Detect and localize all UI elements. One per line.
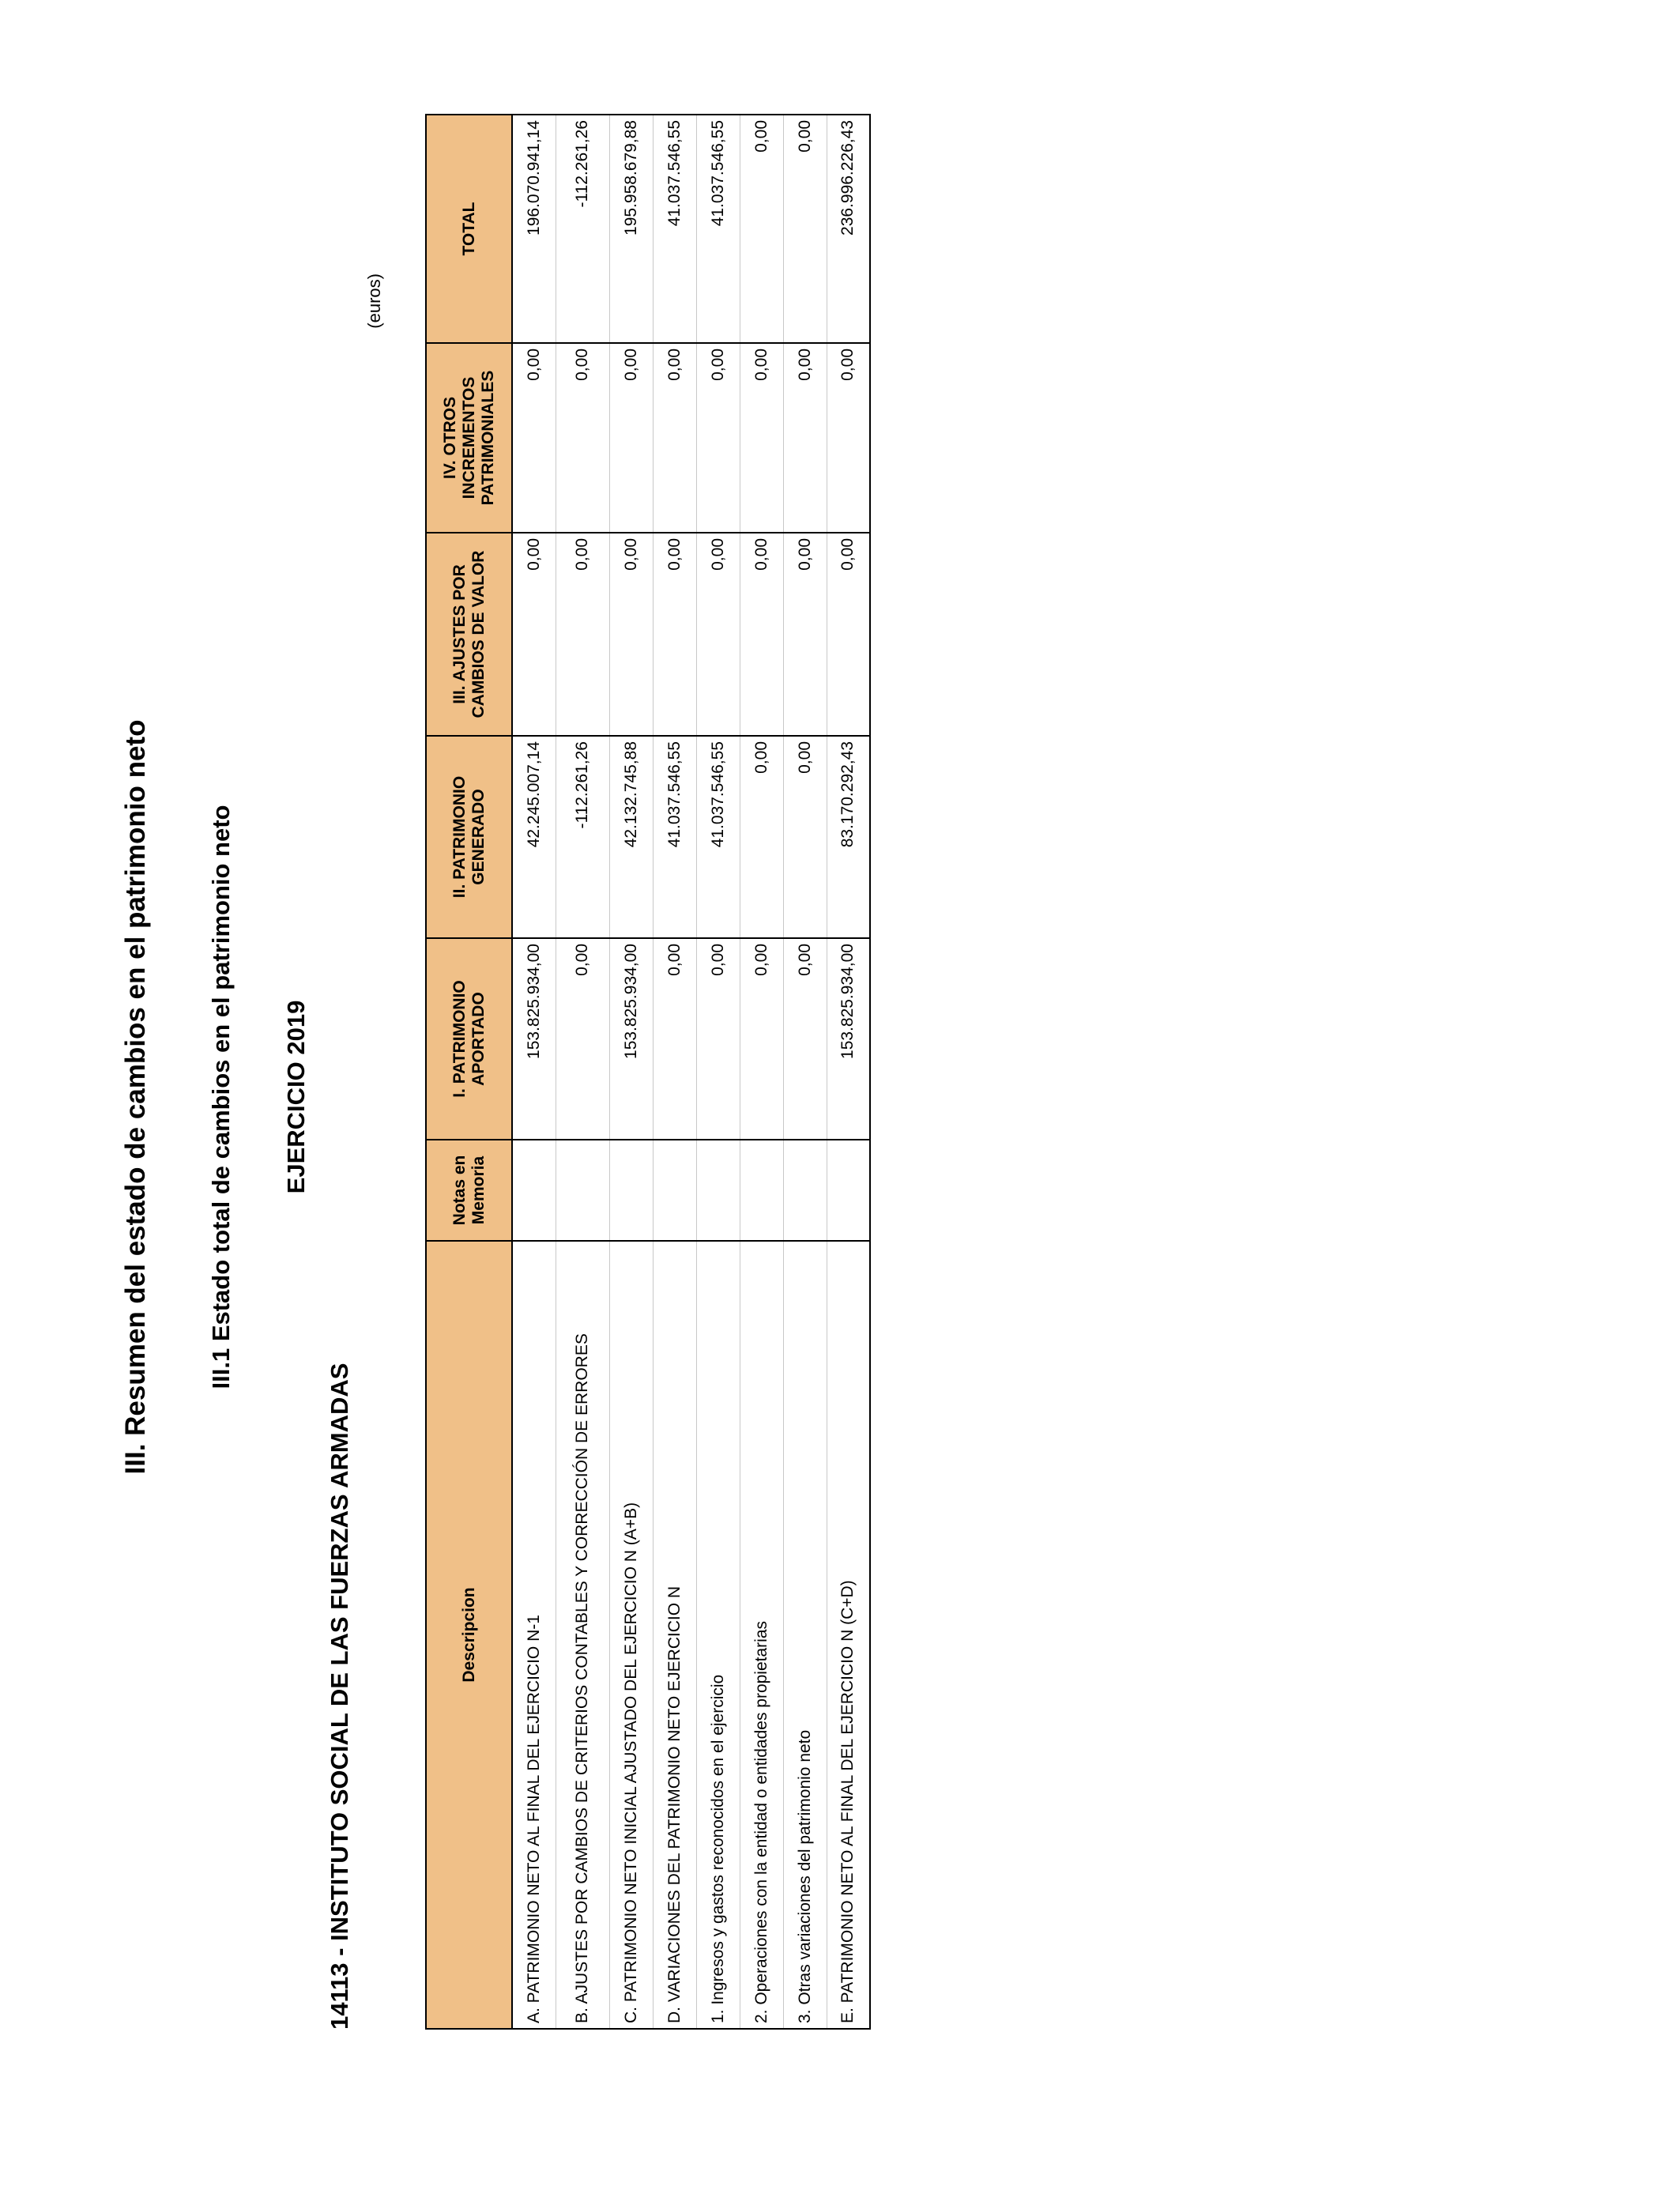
table-row (653, 115, 696, 2029)
cell-ajustes: 0,00 (556, 533, 609, 736)
table-row (827, 115, 870, 2029)
table-row (783, 115, 827, 2029)
cell-descripcion: 3. Otras variaciones del patrimonio neto (783, 1241, 827, 2029)
table-row (556, 115, 609, 2029)
cell-generado: 41.037.546,55 (653, 736, 696, 938)
header-otros: IV. OTROS INCREMENTOS PATRIMONIALES (426, 343, 512, 533)
cell-otros: 0,00 (556, 343, 609, 533)
cell-aportado: 0,00 (556, 938, 609, 1140)
cell-descripcion: 2. Operaciones con la entidad o entidades propietarias (740, 1241, 783, 2029)
currency-units: (euros) (364, 273, 384, 329)
cell-generado: 0,00 (783, 736, 827, 938)
header-notas: Notas en Memoria (426, 1140, 512, 1241)
cell-total: 41.037.546,55 (696, 115, 740, 343)
cell-descripcion: C. PATRIMONIO NETO INICIAL AJUSTADO DEL EJERCICIO N (A+B) (609, 1241, 653, 2029)
fiscal-year-title: EJERCICIO 2019 (282, 1000, 310, 1194)
cell-generado: 42.132.745,88 (609, 736, 653, 938)
cell-total: 196.070.941,14 (512, 115, 556, 343)
cell-ajustes: 0,00 (512, 533, 556, 736)
cell-aportado: 153.825.934,00 (609, 938, 653, 1140)
cell-notas (512, 1140, 556, 1241)
header-generado: II. PATRIMONIO GENERADO (426, 736, 512, 938)
table-header-row (426, 115, 512, 2029)
cell-otros: 0,00 (696, 343, 740, 533)
cell-otros: 0,00 (512, 343, 556, 533)
header-ajustes: III. AJUSTES POR CAMBIOS DE VALOR (426, 533, 512, 736)
cell-notas (556, 1140, 609, 1241)
cell-notas (827, 1140, 870, 1241)
cell-notas (653, 1140, 696, 1241)
cell-descripcion: 1. Ingresos y gastos reconocidos en el ejercicio (696, 1241, 740, 2029)
document-title: III. Resumen del estado de cambios en el patrimonio neto (120, 719, 151, 1475)
cell-ajustes: 0,00 (609, 533, 653, 736)
cell-aportado: 0,00 (740, 938, 783, 1140)
cell-aportado: 153.825.934,00 (827, 938, 870, 1140)
cell-generado: -112.261,26 (556, 736, 609, 938)
header-descripcion: Descripcion (426, 1241, 512, 2029)
cell-generado: 41.037.546,55 (696, 736, 740, 938)
cell-aportado: 0,00 (653, 938, 696, 1140)
cell-total: 236.996.226,43 (827, 115, 870, 343)
table-row (512, 115, 556, 2029)
cell-notas (696, 1140, 740, 1241)
cell-generado: 42.245.007,14 (512, 736, 556, 938)
cell-total: 195.958.679,88 (609, 115, 653, 343)
cell-otros: 0,00 (783, 343, 827, 533)
cell-total: -112.261,26 (556, 115, 609, 343)
cell-otros: 0,00 (653, 343, 696, 533)
cell-notas (740, 1140, 783, 1241)
equity-changes-table (425, 114, 871, 2030)
cell-total: 41.037.546,55 (653, 115, 696, 343)
cell-generado: 0,00 (740, 736, 783, 938)
cell-descripcion: A. PATRIMONIO NETO AL FINAL DEL EJERCICIO N-1 (512, 1241, 556, 2029)
cell-generado: 83.170.292,43 (827, 736, 870, 938)
cell-aportado: 0,00 (783, 938, 827, 1140)
cell-aportado: 153.825.934,00 (512, 938, 556, 1140)
cell-otros: 0,00 (740, 343, 783, 533)
section-title: III.1 Estado total de cambios en el patrimonio neto (207, 805, 235, 1389)
table-row (740, 115, 783, 2029)
cell-notas (783, 1140, 827, 1241)
header-aportado: I. PATRIMONIO APORTADO (426, 938, 512, 1140)
header-total: TOTAL (426, 115, 512, 343)
entity-name: 14113 - INSTITUTO SOCIAL DE LAS FUERZAS ARMADAS (326, 1363, 353, 2030)
cell-notas (609, 1140, 653, 1241)
cell-aportado: 0,00 (696, 938, 740, 1140)
cell-ajustes: 0,00 (653, 533, 696, 736)
cell-total: 0,00 (740, 115, 783, 343)
cell-descripcion: D. VARIACIONES DEL PATRIMONIO NETO EJERCICIO N (653, 1241, 696, 2029)
cell-ajustes: 0,00 (696, 533, 740, 736)
cell-otros: 0,00 (609, 343, 653, 533)
cell-total: 0,00 (783, 115, 827, 343)
cell-otros: 0,00 (827, 343, 870, 533)
cell-descripcion: E. PATRIMONIO NETO AL FINAL DEL EJERCICIO N (C+D) (827, 1241, 870, 2029)
table-row (696, 115, 740, 2029)
cell-ajustes: 0,00 (740, 533, 783, 736)
table-row (609, 115, 653, 2029)
cell-descripcion: B. AJUSTES POR CAMBIOS DE CRITERIOS CONTABLES Y CORRECCIÓN DE ERRORES (556, 1241, 609, 2029)
cell-ajustes: 0,00 (783, 533, 827, 736)
cell-ajustes: 0,00 (827, 533, 870, 736)
